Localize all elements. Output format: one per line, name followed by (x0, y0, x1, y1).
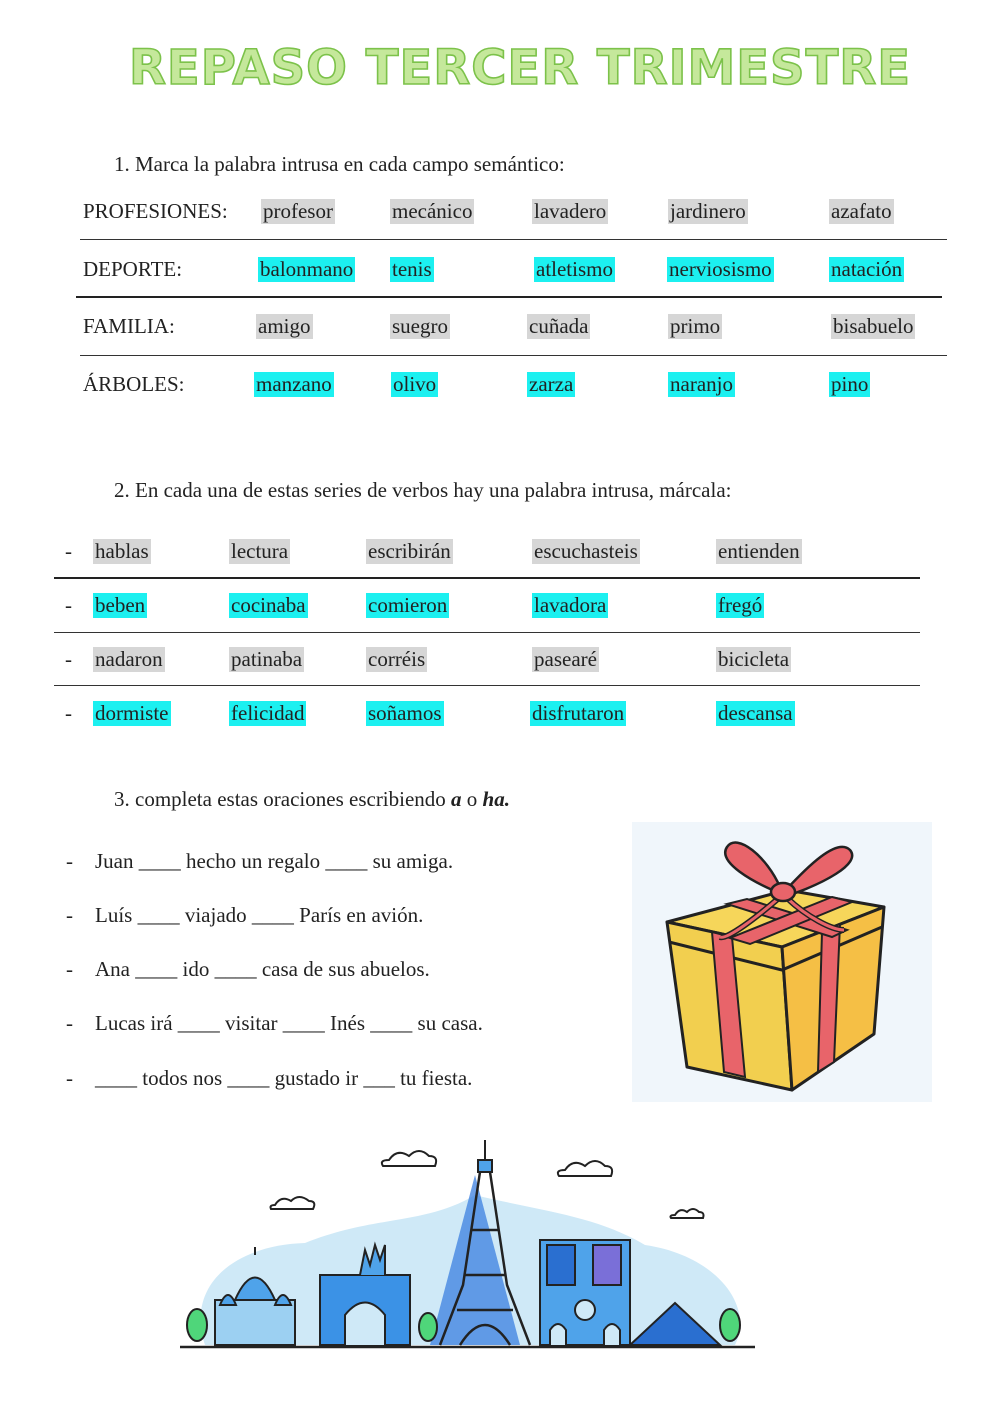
word-option[interactable]: manzano (256, 372, 332, 396)
fill-sentence[interactable]: - Luís ____ viajado ____ París en avión. (66, 903, 424, 927)
verb-option[interactable]: escuchasteis (534, 539, 638, 563)
fill-sentence[interactable]: - Juan ____ hecho un regalo ____ su amiga. (66, 849, 454, 873)
verb-option[interactable]: entienden (718, 539, 800, 563)
verb-option[interactable]: cocinaba (231, 593, 306, 617)
category-label: PROFESIONES: (83, 199, 228, 223)
word-option[interactable]: azafato (831, 199, 892, 223)
word-option[interactable]: mecánico (392, 199, 473, 223)
word-option[interactable]: suegro (392, 314, 448, 338)
word-option[interactable]: zarza (529, 372, 574, 396)
word-option[interactable]: atletismo (536, 257, 613, 281)
verb-option[interactable]: pasearé (534, 647, 597, 671)
verb-option[interactable]: fregó (718, 593, 763, 617)
row-divider (54, 632, 920, 633)
bullet-dash: - (65, 539, 72, 563)
verb-option[interactable]: hablas (95, 539, 149, 563)
word-option[interactable]: olivo (393, 372, 437, 396)
verb-option[interactable]: disfrutaron (532, 701, 625, 725)
verb-option[interactable]: nadaron (95, 647, 163, 671)
word-option[interactable]: tenis (392, 257, 432, 281)
verb-option[interactable]: lavadora (534, 593, 607, 617)
verb-option[interactable]: beben (95, 593, 146, 617)
category-label: FAMILIA: (83, 314, 175, 338)
paris-skyline-illustration (175, 1135, 765, 1360)
word-option[interactable]: naranjo (670, 372, 733, 396)
word-option[interactable]: lavadero (534, 199, 607, 223)
word-option[interactable]: cuñada (529, 314, 589, 338)
word-option[interactable]: natación (831, 257, 903, 281)
bullet-dash: - (65, 593, 72, 617)
category-label: ÁRBOLES: (83, 372, 185, 396)
row-divider (80, 355, 947, 356)
verb-option[interactable]: soñamos (368, 701, 442, 725)
word-option[interactable]: balonmano (260, 257, 354, 281)
page-title: REPASO TERCER TRIMESTRE (128, 40, 912, 96)
verb-option[interactable]: dormiste (95, 701, 169, 725)
verb-option[interactable]: descansa (718, 701, 793, 725)
fill-sentence[interactable]: - Ana ____ ido ____ casa de sus abuelos. (66, 957, 430, 981)
word-option[interactable]: profesor (263, 199, 333, 223)
bullet-dash: - (65, 647, 72, 671)
gift-box-illustration (632, 822, 932, 1102)
word-option[interactable]: primo (670, 314, 721, 338)
fill-sentence[interactable]: - ____ todos nos ____ gustado ir ___ tu fiesta. (66, 1066, 473, 1090)
section3-heading: 3. completa estas oraciones escribiendo a o ha. (114, 787, 510, 811)
section1-heading: 1. Marca la palabra intrusa en cada campo semántico: (114, 152, 565, 176)
word-option[interactable]: pino (831, 372, 869, 396)
row-divider (76, 296, 942, 298)
verb-option[interactable]: felicidad (231, 701, 305, 725)
word-option[interactable]: jardinero (670, 199, 746, 223)
row-divider (54, 685, 920, 686)
verb-option[interactable]: patinaba (231, 647, 303, 671)
fill-sentence[interactable]: - Lucas irá ____ visitar ____ Inés ____ su casa. (66, 1011, 483, 1035)
verb-option[interactable]: comieron (368, 593, 448, 617)
row-divider (80, 239, 947, 240)
bullet-dash: - (65, 701, 72, 725)
row-divider (54, 577, 920, 579)
word-option[interactable]: amigo (258, 314, 311, 338)
section2-heading: 2. En cada una de estas series de verbos hay una palabra intrusa, márcala: (114, 478, 732, 502)
verb-option[interactable]: corréis (368, 647, 426, 671)
verb-option[interactable]: escribirán (368, 539, 451, 563)
verb-option[interactable]: lectura (231, 539, 289, 563)
category-label: DEPORTE: (83, 257, 183, 281)
word-option[interactable]: bisabuelo (833, 314, 914, 338)
word-option[interactable]: nerviosismo (669, 257, 772, 281)
verb-option[interactable]: bicicleta (718, 647, 790, 671)
